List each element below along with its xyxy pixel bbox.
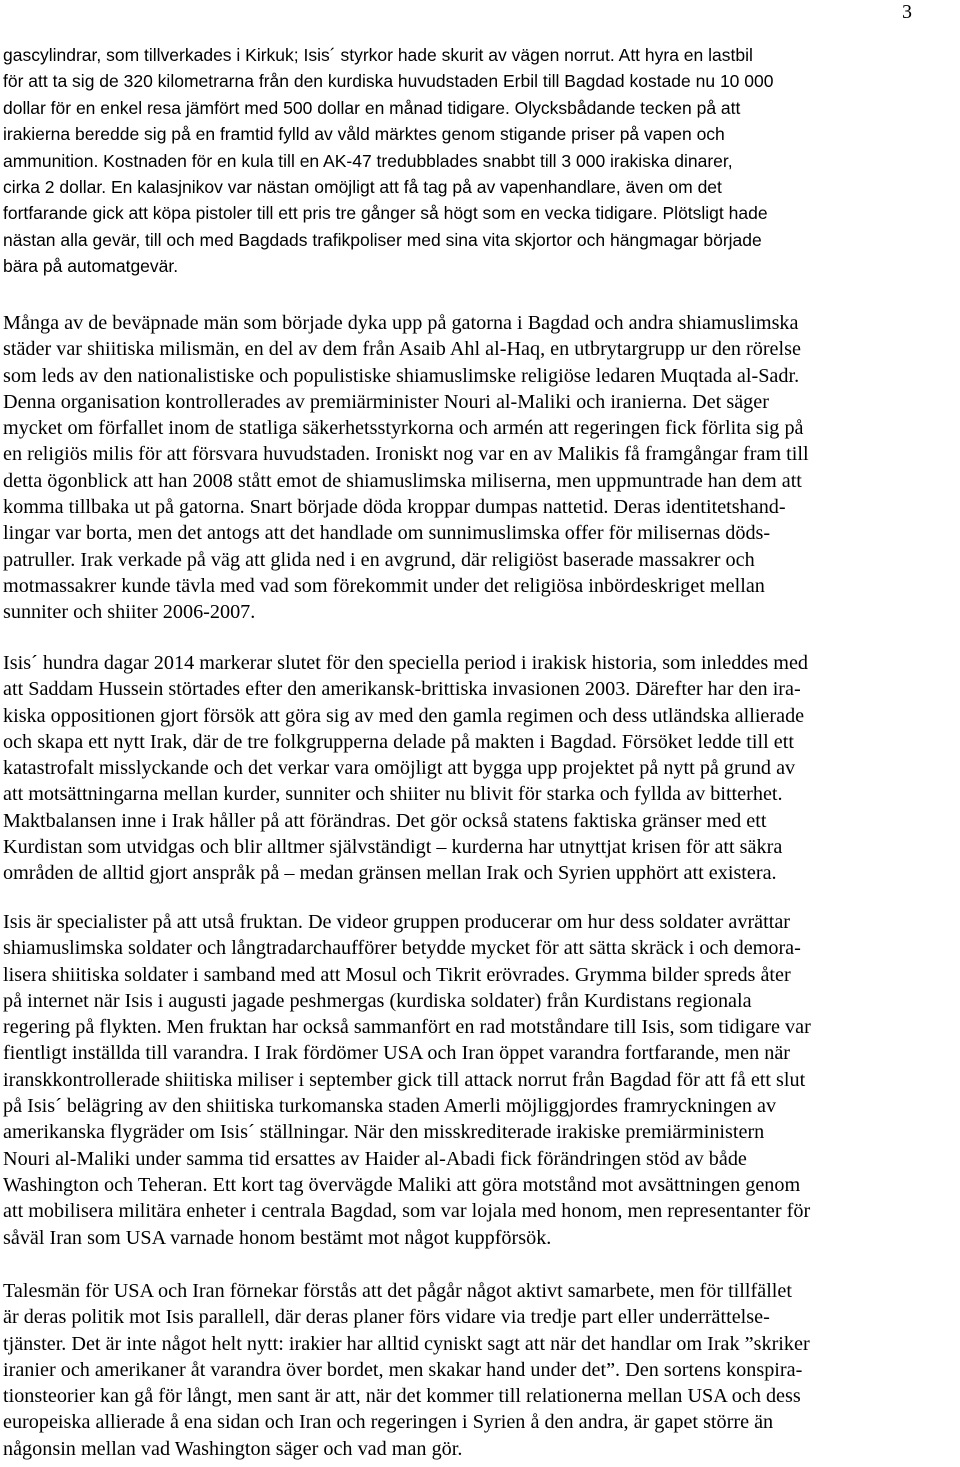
text-line: Nouri al-Maliki under samma tid ersattes av Haider al-Abadi fick förändringen stöd av både [3,1147,747,1170]
text-line: ammunition. Kostnaden för en kula till en AK-47 tredubblades snabbt till 3 000 irakiska dinarer, [3,150,733,171]
text-line: Isis´ hundra dagar 2014 markerar slutet för den speciella period i irakisk historia, som inleddes med [3,652,809,674]
text-line: Denna organisation kontrollerades av premiärminister Nouri al-Maliki och iranierna. Det säger [3,390,769,413]
text-line: att mobilisera militära enheter i centrala Bagdad, som var lojala med honom, men representanter för [3,1200,811,1223]
text-line: lisera shiitiska soldater i samband med att Mosul och Tikrit erövrades. Grymma bilder spreds åter [3,963,791,986]
paragraph-5 [3,1278,952,1462]
text-line: på Isis´ belägring av den shiitiska turkomanska staden Amerli möjliggjordes framryckningen av [3,1095,777,1118]
text-line: Kurdistan som utvidgas och blir alltmer självständigt – kurderna har utnyttjat krisen för att säkra [3,836,783,859]
text-line: som leds av den nationalistiske och populistiske shiamuslimske religiöse ledaren Muqtada al-Sadr. [3,364,800,387]
text-line: är deras politik mot Isis parallell, där deras planer förs vidare via tredje part eller underrättelse- [3,1306,770,1329]
text-line: patruller. Irak verkade på väg att glida ned i en avgrund, där religiöst baserade massakrer och [3,548,755,571]
text-line: tionsteorier kan gå för långt, men sant är att, när det kommer till relationerna mellan USA och dess [3,1385,801,1408]
text-line: någonsin mellan vad Washington säger och vad man gör. [3,1437,463,1460]
text-line: mycket om förfallet inom de statliga säkerhetsstyrkorna och armén att regeringen fick förlita sig på [3,417,804,440]
text-line: amerikanska flygräder om Isis´ ställningar. När den misskrediterade irakiske premiärministern [3,1121,765,1144]
text-line: irakierna beredde sig på en framtid fylld av våld märktes genom stigande priser på vapen och [3,124,725,145]
paragraph-2 [3,310,952,626]
text-line: Maktbalansen inne i Irak håller på att förändras. Det gör också statens faktiska gränser med ett [3,809,767,832]
text-line: iranskkontrollerade shiitiska miliser i september gick till attack norrut från Bagdad för att få ett slut [3,1068,806,1091]
text-line: cirka 2 dollar. En kalasjnikov var nästan omöjligt att få tag på av vapenhandlare, även om det [3,177,722,198]
text-line: Många av de beväpnade män som började dyka upp på gatorna i Bagdad och andra shiamuslimska [3,312,799,334]
text-line: områden de alltid gjort anspråk på – medan gränsen mellan Irak och Syrien upphört att existera. [3,862,777,885]
text-line: iranier och amerikaner åt varandra över bordet, men skakar hand under det”. Den sortens konspira- [3,1358,803,1381]
text-line: på internet när Isis i augusti jagade peshmergas (kurdiska soldater) från Kurdistans regionala [3,989,752,1012]
text-line: såväl Iran som USA varnade honom bestämt mot något kuppförsök. [3,1226,552,1249]
text-line: dollar för en enkel resa jämfört med 500 dollar en månad tidigare. Olycksbådande tecken på att [3,97,741,118]
text-line: tjänster. Det är inte något helt nytt: irakier har alltid cyniskt sagt att när det handlar om Irak ”skriker [3,1332,810,1355]
text-line: shiamuslimska soldater och långtradarchaufförer betydde mycket för att sätta skräck i och demora- [3,937,801,960]
text-line: sunniter och shiiter 2006-2007. [3,601,256,624]
text-line: komma tillbaka ut på gatorna. Snart började döda kroppar dumpas nattetid. Deras identitetshand- [3,496,786,519]
text-line: Talesmän för USA och Iran förnekar förstås att det pågår något aktivt samarbete, men för tillfället [3,1280,792,1302]
text-line: nästan alla gevär, till och med Bagdads trafikpoliser med sina vita skjortor och hängmagar började [3,229,762,250]
text-line: lingar var borta, men det antogs att det handlade om sunnimuslimska offer för milisernas döds- [3,522,771,545]
text-line: regering på flykten. Men fruktan har också sammanfört en rad motståndare till Isis, som tidigare var [3,1016,811,1039]
text-line: och skapa ett nytt Irak, där de tre folkgrupperna delade på makten i Bagdad. Försöket ledde till ett [3,730,794,753]
paragraph-3 [3,650,952,887]
paragraph-4 [3,909,952,1251]
text-line: katastrofalt misslyckande och det verkar vara omöjligt att bygga upp projektet på nytt på grund av [3,757,796,780]
paragraph-1 [3,42,952,280]
text-line: en religiös milis för att försvara huvudstaden. Ironiskt nog var en av Malikis få framgångar fram till [3,443,809,466]
text-line: kiska oppositionen gjort försök att göra sig av med den gamla regimen och dess utländska allierade [3,704,805,727]
text-line: att Saddam Hussein störtades efter den amerikansk-brittiska invasionen 2003. Därefter har den ira- [3,678,801,701]
text-line: fortfarande gick att köpa pistoler till ett pris tre gånger så högt som en vecka tidigare. Plötsligt hade [3,203,768,224]
text-line: motmassakrer kunde tävla med vad som förekommit under det religiösa inbördeskriget mellan [3,574,765,597]
text-line: fientligt inställda till varandra. I Irak fördömer USA och Iran öppet varandra fortfarande, men när [3,1042,791,1065]
text-line: gascylindrar, som tillverkades i Kirkuk; Isis´ styrkor hade skurit av vägen norrut. Att hyra en lastbil [3,45,753,65]
page-number: 3 [902,1,912,23]
text-line: Washington och Teheran. Ett kort tag övervägde Maliki att göra motstånd mot avsättningen genom [3,1173,801,1196]
text-line: Isis är specialister på att utså fruktan. De videor gruppen producerar om hur dess soldater avrättar [3,911,791,933]
text-line: att motsättningarna mellan kurder, sunniter och shiiter nu blivit för starka och fyllda av bitterhet. [3,783,783,806]
text-line: detta ögonblick att han 2008 stått emot de shiamuslimska miliserna, men uppmuntrade han dem att [3,469,802,492]
text-line: bära på automatgevär. [3,256,179,277]
text-line: för att ta sig de 320 kilometrarna från den kurdiska huvudstaden Erbil till Bagdad kostade nu 10 000 [3,71,774,92]
text-line: europeiska allierade å ena sidan och Iran och regeringen i Syrien å den andra, är gapet större än [3,1411,774,1434]
text-line: städer var shiitiska milismän, en del av dem från Asaib Ahl al-Haq, en utbrytargrupp ur den rörelse [3,338,801,361]
